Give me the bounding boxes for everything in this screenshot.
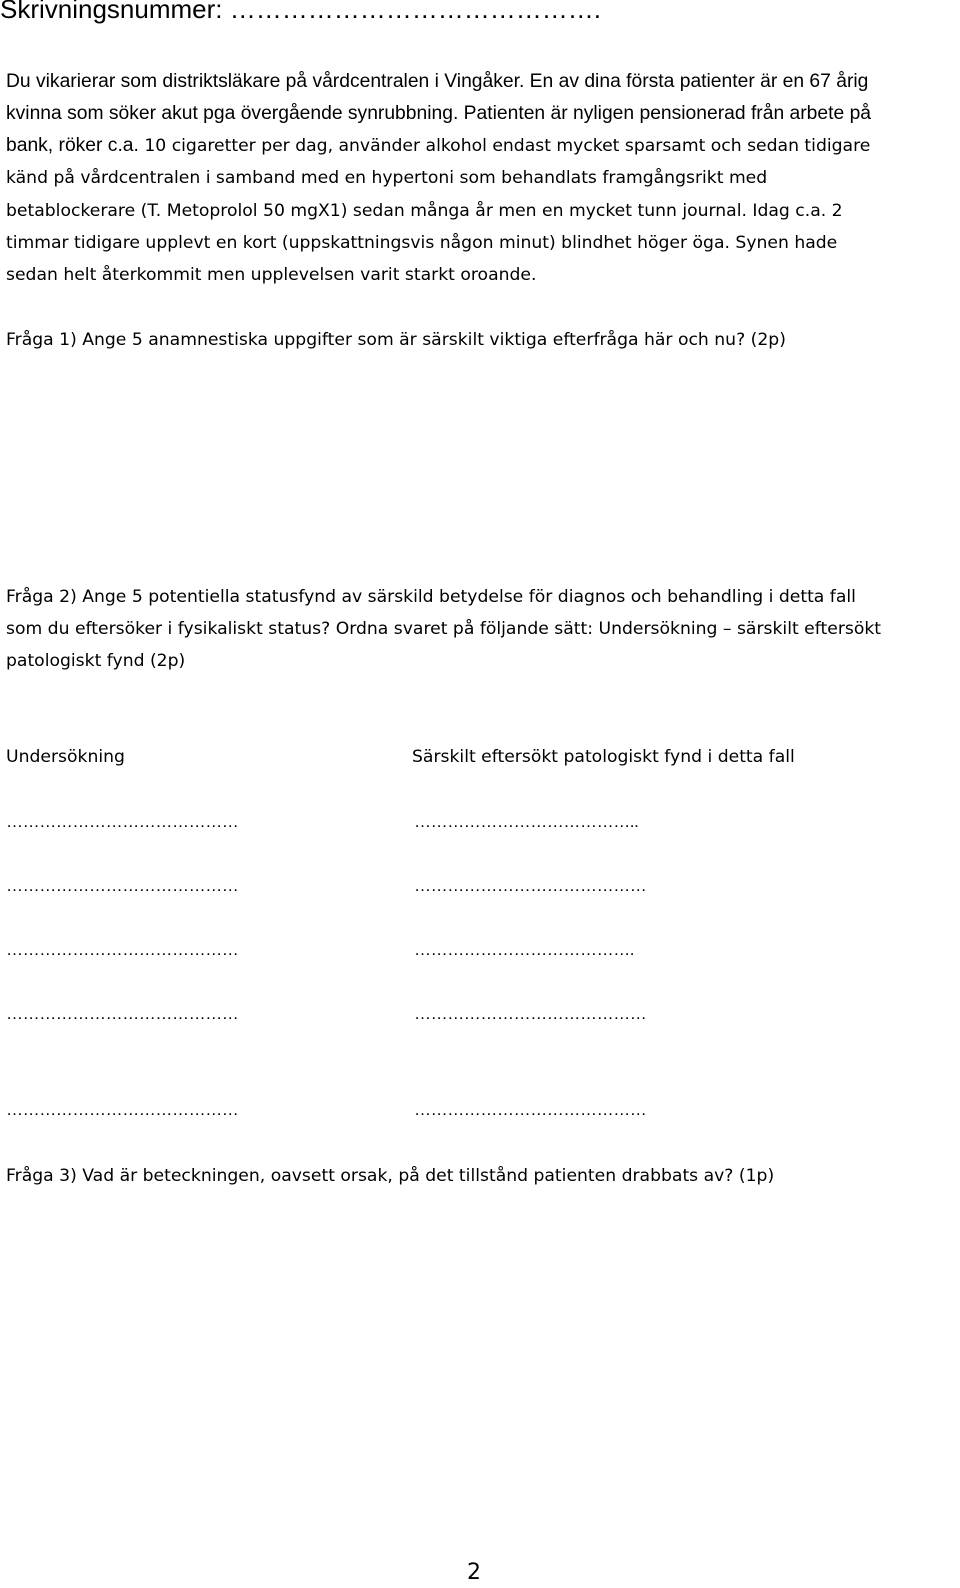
answer-blank-finding[interactable]: ………………………………….. xyxy=(414,812,639,831)
student-number-label: Skrivningsnummer: xyxy=(0,0,223,24)
page-title xyxy=(0,0,601,25)
case-line: timmar tidigare upplevt en kort (uppskattningsvis någon minut) blindhet höger öga. Synen hade xyxy=(6,233,838,253)
case-line: känd på vårdcentralen i samband med en hypertoni som behandlats framgångsrikt med xyxy=(6,168,768,188)
case-line xyxy=(6,130,870,163)
case-line: betablockerare (T. Metoprolol 50 mgX1) sedan många år men en mycket tunn journal. Idag c.a. 2 xyxy=(6,201,843,221)
question-1: Fråga 1) Ange 5 anamnestiska uppgifter som är särskilt viktiga efterfråga här och nu? (2p) xyxy=(6,330,786,350)
case-line: kvinna som söker akut pga övergående synrubbning. Patienten är nyligen pensionerad från arbete på xyxy=(6,103,872,124)
question-2-line: som du eftersöker i fysikaliskt status? Ordna svaret på följande sätt: Undersökning – särskilt eftersökt xyxy=(6,619,882,639)
case-line: sedan helt återkommit men upplevelsen varit starkt oroande. xyxy=(6,265,537,285)
answer-blank-finding[interactable]: …………………………………… xyxy=(414,1004,647,1023)
answer-blank-finding[interactable]: …………………………………… xyxy=(414,1100,647,1119)
case-line-part: 10 cigaretter per dag, använder alkohol endast mycket sparsamt och sedan tidigare xyxy=(138,136,871,156)
case-line: Du vikarierar som distriktsläkare på vårdcentralen i Vingåker. En av dina första patienter är en 67 årig xyxy=(6,71,869,92)
question-2-line: patologiskt fynd (2p) xyxy=(6,651,186,671)
question-2-line: Fråga 2) Ange 5 potentiella statusfynd av särskild betydelse för diagnos och behandling i detta fall xyxy=(6,587,856,607)
answer-blank-finding[interactable]: …………………………………… xyxy=(414,876,647,895)
answer-blank-examination[interactable]: …………………………………… xyxy=(6,940,239,959)
answer-blank-finding[interactable]: …………………………………. xyxy=(414,940,635,959)
student-number-blank: ……………………………………. xyxy=(222,0,601,24)
answer-blank-examination[interactable]: …………………………………… xyxy=(6,1100,239,1119)
column-header-examination: Undersökning xyxy=(6,747,125,767)
case-line-part: bank, röker c.a. xyxy=(6,135,139,156)
answer-blank-examination[interactable]: …………………………………… xyxy=(6,876,239,895)
question-3: Fråga 3) Vad är beteckningen, oavsett orsak, på det tillstånd patienten drabbats av? (1p) xyxy=(6,1166,775,1186)
page-number: 2 xyxy=(467,1560,481,1585)
column-header-finding: Särskilt eftersökt patologiskt fynd i detta fall xyxy=(412,747,795,767)
answer-blank-examination[interactable]: …………………………………… xyxy=(6,812,239,831)
answer-blank-examination[interactable]: …………………………………… xyxy=(6,1004,239,1023)
